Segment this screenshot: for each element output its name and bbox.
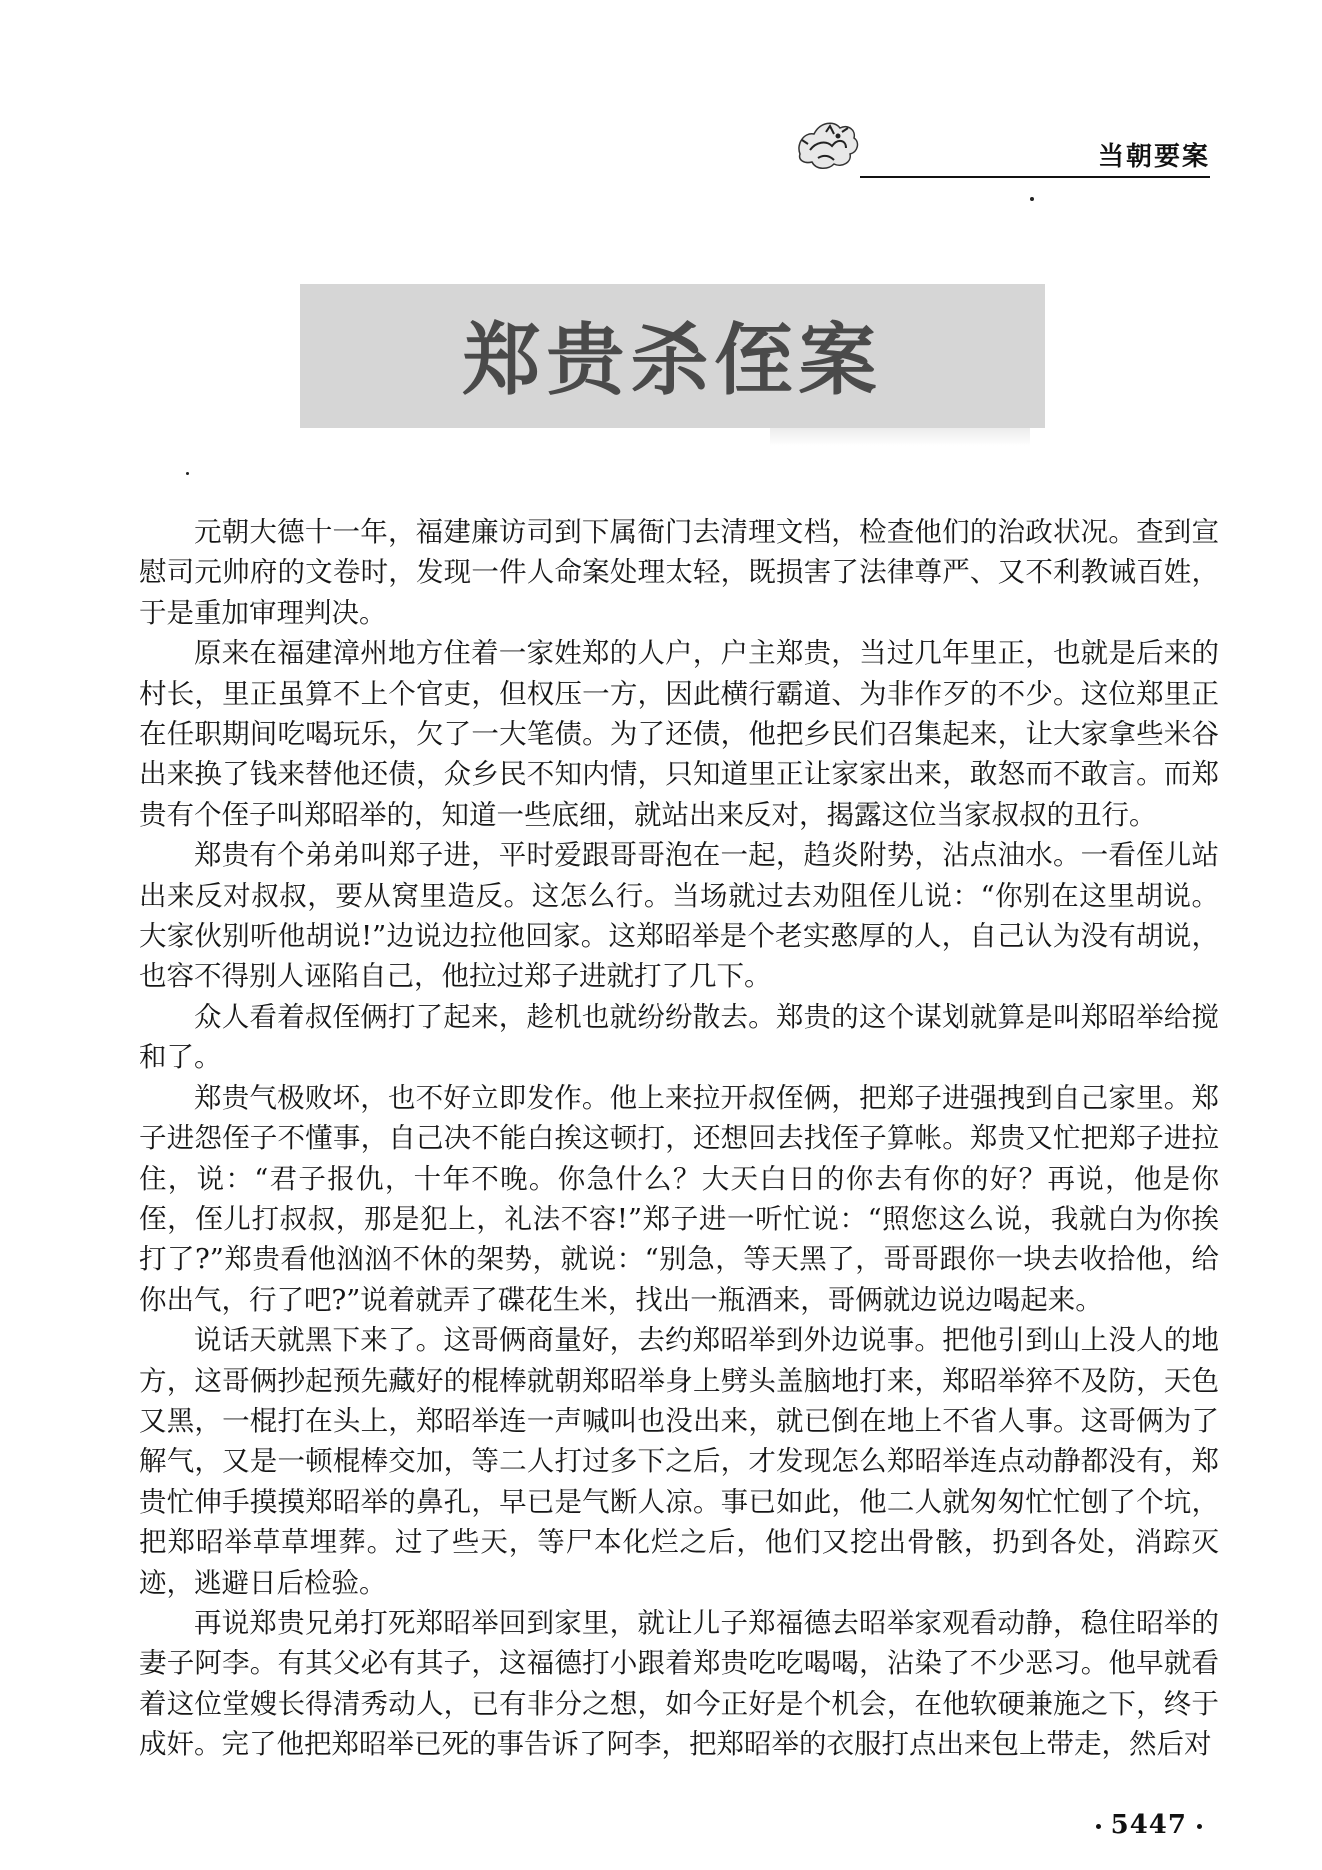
- paragraph: 众人看着叔侄俩打了起来，趁机也就纷纷散去。郑贵的这个谋划就算是叫郑昭举给搅和了。: [139, 1000, 1219, 1074]
- page-number: [1086, 1810, 1212, 1840]
- paragraph: 郑贵有个弟弟叫郑子进，平时爱跟哥哥泡在一起，趋炎附势，沾点油水。一看侄儿站出来反对叔叔，要从窝里造反。这怎么行。当场就过去劝阻侄儿说：“你别在这里胡说。大家伙别听他胡说!”边说边拉他回家。这郑昭举是个老实憨厚的人，自己认为没有胡说，也容不得别人诬陷自己，他拉过郑子进就打了几下。: [139, 839, 1219, 993]
- scan-speck: [1030, 197, 1034, 201]
- paragraph: 再说郑贵兄弟打死郑昭举回到家里，就让儿子郑福德去昭举家观看动静，稳住昭举的妻子阿李。有其父必有其子，这福德打小跟着郑贵吃吃喝喝，沾染了不少恶习。他早就看着这位堂嫂长得清秀动人，已有非分之想，如今正好是个机会，在他软硬兼施之下，终于成奸。完了他把郑昭举已死的事告诉了阿李，把郑昭举的衣服打点出来包上带走，然后对: [139, 1606, 1219, 1761]
- running-header: [790, 108, 1210, 188]
- page-number-value: 5447: [1110, 1810, 1187, 1840]
- header-rule: [860, 176, 1210, 178]
- bullet-dot: [1197, 1824, 1202, 1829]
- article-title: 郑贵杀侄案: [462, 315, 883, 406]
- bullet-dot: [1096, 1824, 1101, 1829]
- paragraph: 原来在福建漳州地方住着一家姓郑的人户，户主郑贵，当过几年里正，也就是后来的村长，里正虽算不上个官吏，但权压一方，因此横行霸道、为非作歹的不少。这位郑里正在任职期间吃喝玩乐，欠了一大笔债。为了还债，他把乡民们召集起来，让大家拿些米谷出来换了钱来替他还债，众乡民不知内情，只知道里正让家家出来，敢怒而不敢言。而郑贵有个侄子叫郑昭举的，知道一些底细，就站出来反对，揭露这位当家叔叔的丑行。: [139, 637, 1219, 831]
- section-title: 当朝要案: [1097, 142, 1210, 172]
- paragraph: 元朝大德十一年，福建廉访司到下属衙门去清理文档，检查他们的治政状况。查到宣慰司元帅府的文卷时，发现一件人命案处理太轻，既损害了法律尊严、又不利教诫百姓，于是重加审理判决。: [139, 516, 1219, 629]
- article-body: [139, 512, 1219, 1765]
- dragon-emblem-icon: [790, 114, 866, 174]
- paragraph: 郑贵气极败坏，也不好立即发作。他上来拉开叔侄俩，把郑子进强拽到自己家里。郑子进怨侄子不懂事，自己决不能白挨这顿打，还想回去找侄子算帐。郑贵又忙把郑子进拉住，说：“君子报仇，十年不晚。你急什么？大天白日的你去有你的好？再说，他是你侄，侄儿打叔叔，那是犯上，礼法不容!”郑子进一听忙说：“照您这么说，我就白为你挨打了?”郑贵看他汹汹不休的架势，就说：“别急，等天黑了，哥哥跟你一块去收拾他，给你出气，行了吧?”说着就弄了碟花生米，找出一瓶酒来，哥俩就边说边喝起来。: [139, 1081, 1219, 1316]
- title-banner: [300, 284, 1045, 428]
- scan-speck: [186, 472, 189, 475]
- paragraph: 说话天就黑下来了。这哥俩商量好，去约郑昭举到外边说事。把他引到山上没人的地方，这哥俩抄起预先藏好的棍棒就朝郑昭举身上劈头盖脑地打来，郑昭举猝不及防，天色又黑，一棍打在头上，郑昭举连一声喊叫也没出来，就已倒在地上不省人事。这哥俩为了解气，又是一顿棍棒交加，等二人打过多下之后，才发现怎么郑昭举连点动静都没有，郑贵忙伸手摸摸郑昭举的鼻孔，早已是气断人凉。事已如此，他二人就匆匆忙忙刨了个坑，把郑昭举草草埋葬。过了些天，等尸本化烂之后，他们又挖出骨骸，扔到各处，消踪灭迹，逃避日后检验。: [139, 1324, 1219, 1599]
